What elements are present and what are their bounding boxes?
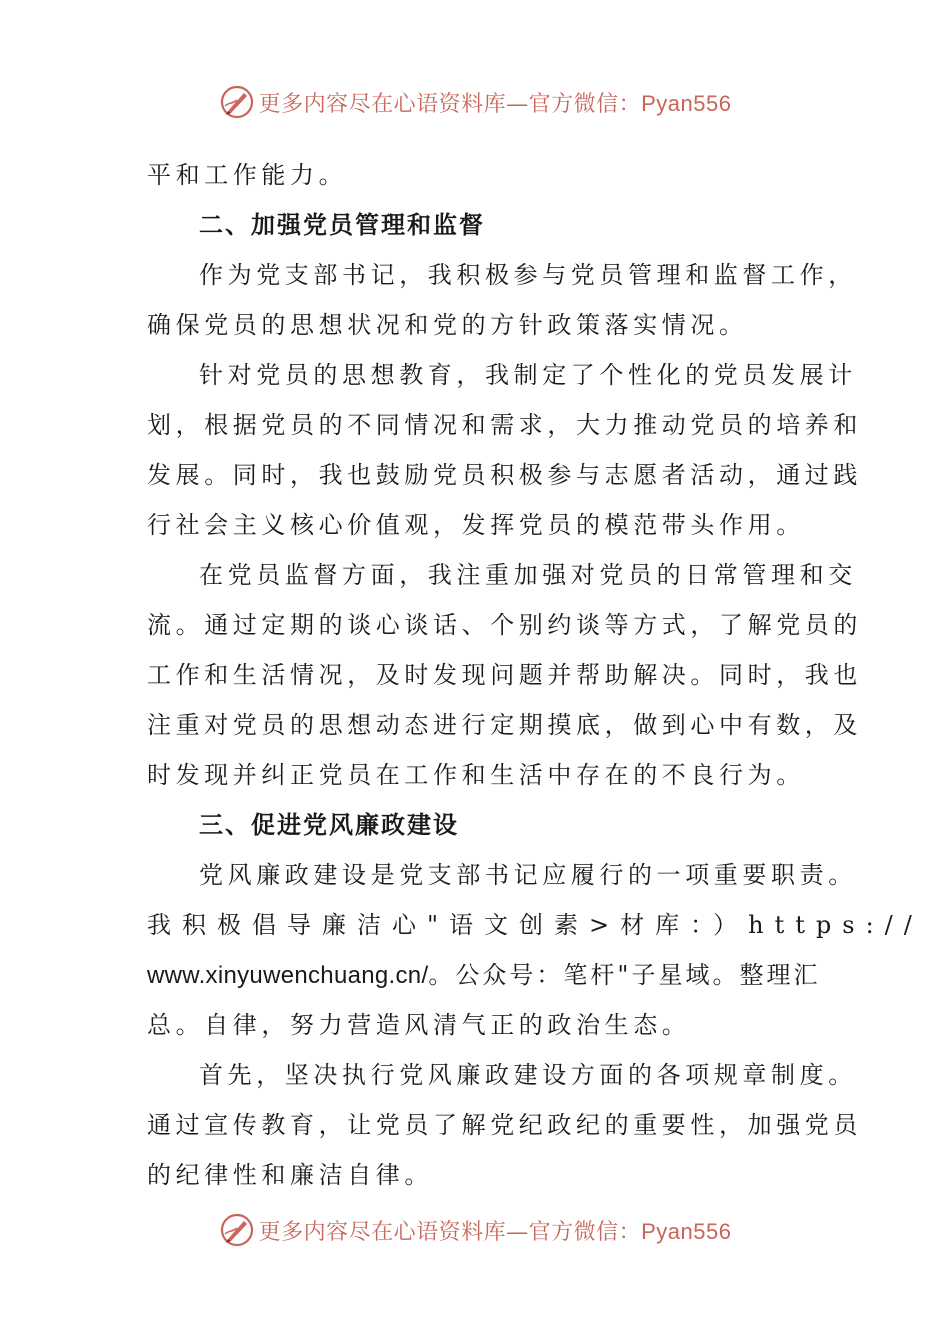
pen-logo-icon bbox=[219, 1212, 255, 1248]
section-heading: 三、促进党风廉政建设 bbox=[199, 810, 459, 839]
paragraph-line: 划，根据党员的不同情况和需求，大力推动党员的培养和 bbox=[147, 411, 862, 439]
paragraph-line: 作为党支部书记，我积极参与党员管理和监督工作， bbox=[199, 261, 857, 289]
pen-logo-icon bbox=[219, 84, 255, 120]
section-heading: 二、加强党员管理和监督 bbox=[199, 210, 485, 239]
paragraph-line bbox=[147, 950, 821, 1000]
paragraph-line: 首先，坚决执行党风廉政建设方面的各项规章制度。 bbox=[199, 1061, 857, 1089]
paragraph-line: 流。通过定期的谈心谈话、个别约谈等方式，了解党员的 bbox=[147, 611, 862, 639]
paragraph-line: 在党员监督方面，我注重加强对党员的日常管理和交 bbox=[199, 561, 857, 589]
footer-banner bbox=[0, 1210, 950, 1250]
wechat-id: Pyan556 bbox=[641, 1218, 732, 1244]
paragraph-line: 针对党员的思想教育，我制定了个性化的党员发展计 bbox=[199, 361, 857, 389]
paragraph-line: 工作和生活情况，及时发现问题并帮助解决。同时，我也 bbox=[147, 661, 862, 689]
banner-text: 更多内容尽在心语资料库—官方微信：Pyan556 bbox=[258, 1218, 732, 1245]
document-body bbox=[147, 150, 923, 1200]
paragraph-line: 的纪律性和廉洁自律。 bbox=[147, 1161, 433, 1189]
paragraph-line: 党风廉政建设是党支部书记应履行的一项重要职责。 bbox=[199, 861, 857, 889]
banner-text: 更多内容尽在心语资料库—官方微信：Pyan556 bbox=[258, 90, 732, 117]
paragraph-line: 时发现并纠正党员在工作和生活中存在的不良行为。 bbox=[147, 761, 805, 789]
header-banner bbox=[0, 82, 950, 122]
paragraph-fragment: 。公众号：笔杆"子星域。整理汇 bbox=[428, 961, 821, 989]
paragraph-line: 发展。同时，我也鼓励党员积极参与志愿者活动，通过践 bbox=[147, 461, 862, 489]
paragraph-line: 平和工作能力。 bbox=[147, 161, 348, 189]
paragraph-line: 确保党员的思想状况和党的方针政策落实情况。 bbox=[147, 311, 748, 339]
paragraph-line: 行社会主义核心价值观，发挥党员的模范带头作用。 bbox=[147, 511, 805, 539]
wechat-id: Pyan556 bbox=[641, 90, 732, 116]
url-text: www.xinyuwenchuang.cn/ bbox=[147, 962, 429, 989]
paragraph-line: 注重对党员的思想动态进行定期摸底，做到心中有数，及 bbox=[147, 711, 862, 739]
paragraph-line: 通过宣传教育，让党员了解党纪政纪的重要性，加强党员 bbox=[147, 1111, 862, 1139]
paragraph-line: 总。自律，努力营造风清气正的政治生态。 bbox=[147, 1011, 691, 1039]
paragraph-line: 我积极倡导廉洁心"语文创素>材库：）https:// bbox=[147, 911, 923, 939]
